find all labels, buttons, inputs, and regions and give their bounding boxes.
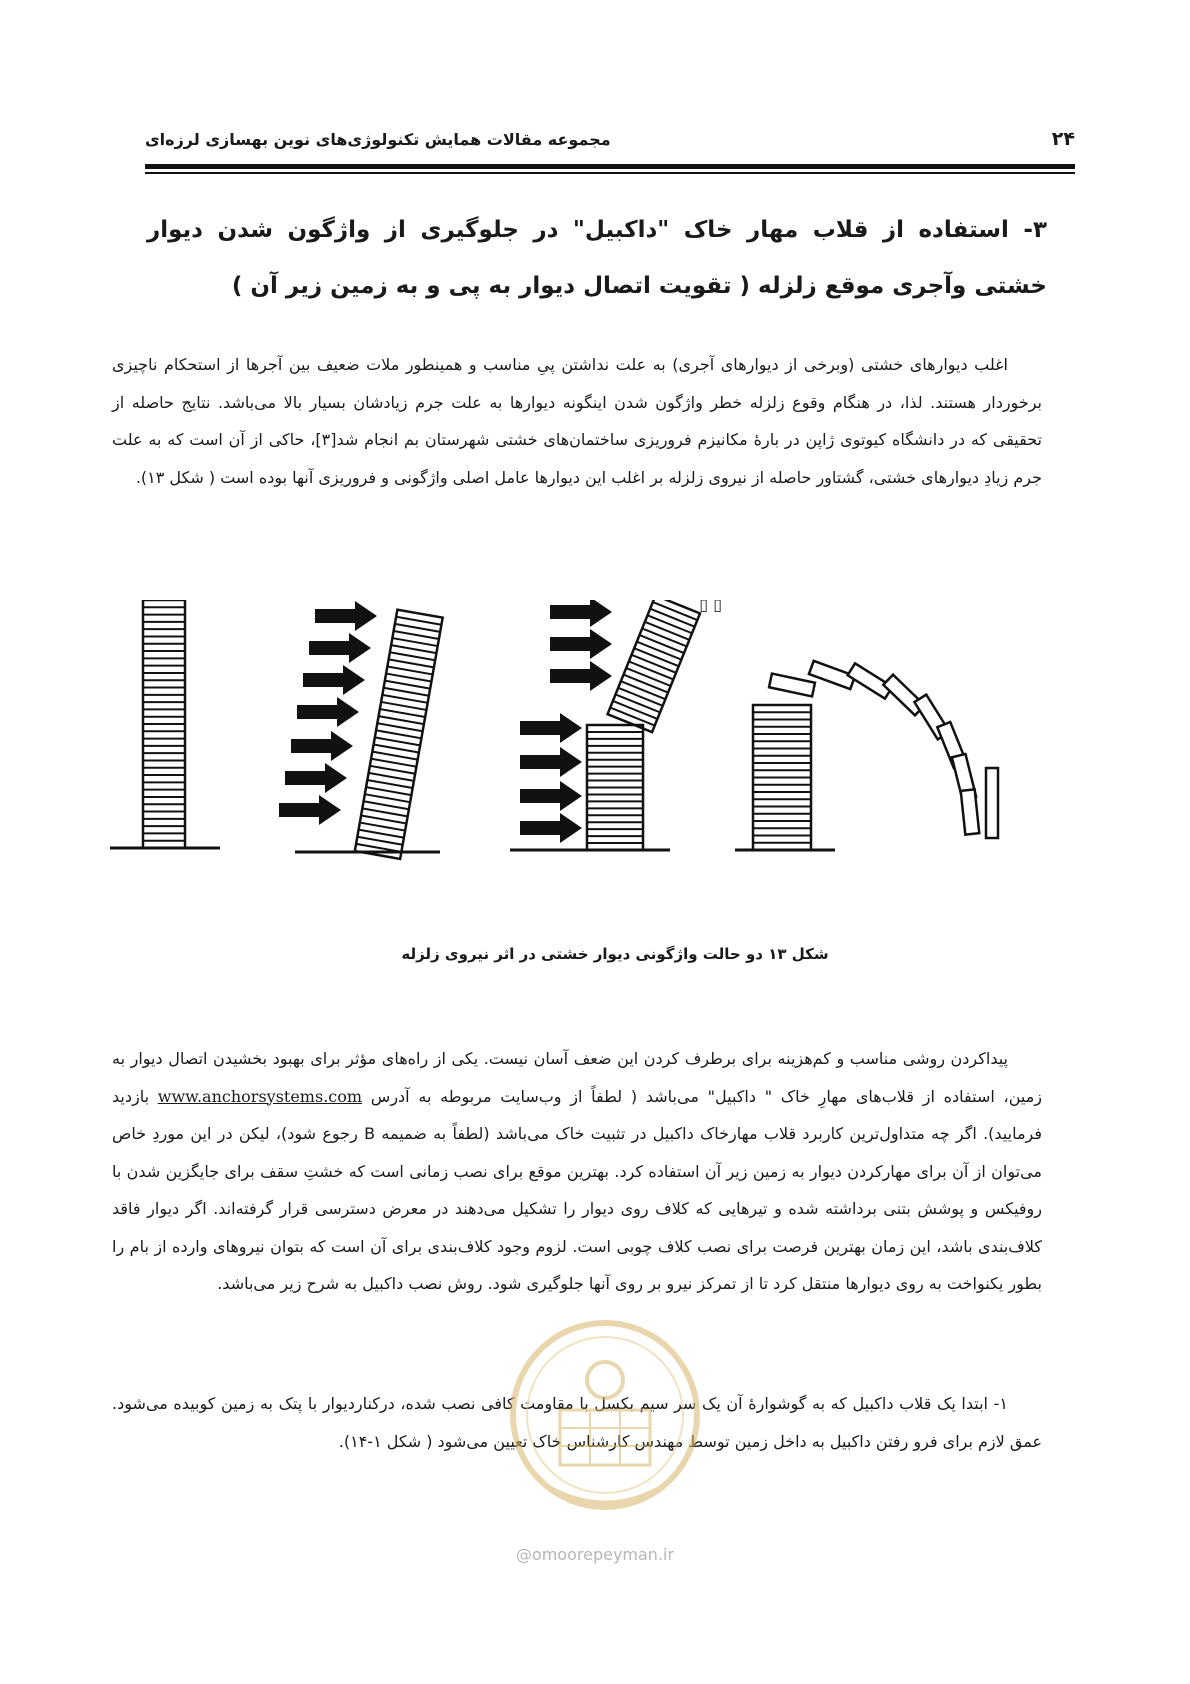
figure-caption: شکل ۱۳ دو حالت واژگونی دیوار خشتی در اثر نیروی زلزله — [401, 945, 829, 963]
figure-stray-glyphs: ▯ ▯ — [699, 600, 722, 614]
figure-force-arrow — [315, 601, 377, 631]
figure-force-arrow — [520, 713, 582, 743]
figure-remaining-wall — [753, 705, 811, 850]
watermark-logo — [505, 1285, 705, 1545]
figure-force-arrow — [550, 629, 612, 659]
anchorsystems-link[interactable]: www.anchorsystems.com — [157, 1086, 363, 1106]
paragraph-duckbill — [112, 1040, 1042, 1303]
paragraph-step-1-text: ۱- ابتدا یک قلاب داکبیل که به گوشوارهٔ آن یک سر سیم بکسل با مقاومت کافی نصب شده، درکناردیوار با پتک به زمین کوبیده می‌شود. عمق لازم برای فرو رفتن داکبیل به داخل زمین توسط مهندس کارشناس خاک تعیین می‌شود ( شکل ۱-۱۴). — [112, 1394, 1042, 1451]
figure-force-arrow — [309, 633, 371, 663]
figure-force-arrow — [550, 600, 612, 627]
figure-upper-wall-part — [608, 600, 700, 732]
running-header — [145, 128, 1075, 158]
figure-falling-block — [986, 768, 998, 838]
figure-force-arrow — [297, 697, 359, 727]
figure-standing-wall — [143, 600, 185, 848]
header-rule-thick — [145, 164, 1075, 169]
watermark-handle: @omoorepeyman.ir — [515, 1545, 675, 1564]
paragraph-duckbill-text-b: بازدید فرمایید). اگر چه متداول‌ترین کاربرد قلاب مهارخاک داکبیل در تثبیت خاک می‌باشد (لطفاً به ضمیمه B رجوع شود)، لیکن در این موردِ خاص می‌توان از آن برای مهارکردن دیوار به زمین زیر آن استفاده کرد. بهترین موقع برای نصب زمانی است که خشتِ سقف برای جایگزین شدن با روفیکس و پوشش بتنی برداشته شده و تیرهایی که کلاف روی دیوار را تشکیل می‌دهند در معرض دسترسی قرار گرفته‌اند. اگر دیوار فاقد کلاف‌بندی باشد، این زمان بهترین فرصت برای نصب کلاف چوبی است. لزوم وجود کلاف‌بندی برای آن است که بتوان نیروهای وارده از بام را بطور یکنواخت به روی دیوارها منتقل کرد تا از تمرکز نیرو بر روی آنها جلوگیری شود. روش نصب داکبیل به شرح زیر می‌باشد. — [112, 1086, 1043, 1293]
figure-force-arrow — [291, 731, 353, 761]
figure-falling-block — [769, 674, 815, 697]
section-title: ۳- استفاده از قلاب مهار خاک "داکبیل" در جلوگیری از واژگون شدن دیوار خشتی وآجری موقع زلزله ( تقویت اتصال دیوار به پی و به زمین زیر آن ) — [147, 217, 1047, 299]
journal-title: مجموعه مقالات همایش تکنولوژی‌های نوین بهسازی لرزه‌ای — [145, 130, 611, 149]
figure-force-arrow — [285, 763, 347, 793]
figure-force-arrow — [303, 665, 365, 695]
figure-force-arrow — [520, 747, 582, 777]
figure-force-arrow — [279, 795, 341, 825]
figure-drawing — [110, 600, 998, 859]
paragraph-intro-text: اغلب دیوارهای خشتی (وبرخی از دیوارهای آجری) به علت نداشتن پیِ مناسب و همینطور ملات ضعیف بین آجرها از استحکام ناچیزی برخوردار هستند. لذا، در هنگام وقوع زلزله خطر واژگون شدن اینگونه دیوارها به علت جرم زیادشان بسیار بالا می‌باشد. نتایج حاصله از تحقیقی که در دانشگاه کیوتوی ژاپن در بارهٔ مکانیزم فروریزی ساختمان‌های خشتی شهرستان بم انجام شد[۳]، حاکی از آن است که به علت جرم زیادِ دیوارهای خشتی، گشتاور حاصله از نیروی زلزله بر اغلب این دیوارها عامل اصلی واژگونی و فروریزی آنها بوده است ( شکل ۱۳). — [112, 355, 1043, 487]
figure-force-arrow — [520, 781, 582, 811]
paragraph-intro — [112, 346, 1042, 496]
figure-falling-block — [961, 789, 980, 834]
paragraph-duckbill-text-a: پیداکردن روشی مناسب و کم‌هزینه برای برطرف کردن این ضعف آسان نیست. یکی از راه‌های مؤثر برای بهبود بخشیدن اتصال دیوار به زمین، استفاده از قلاب‌های مهارِ خاک " داکبیل" می‌باشد ( لطفاً از وب‌سایت مربوطه به آدرس — [112, 1049, 1043, 1106]
header-rule-thin — [145, 172, 1075, 174]
figure-lower-wall-part — [587, 725, 643, 850]
figure-force-arrow — [550, 661, 612, 691]
figure-force-arrow — [520, 813, 582, 843]
figure-wall-overturning — [110, 600, 1090, 930]
page-number: ۲۴ — [1051, 128, 1075, 150]
